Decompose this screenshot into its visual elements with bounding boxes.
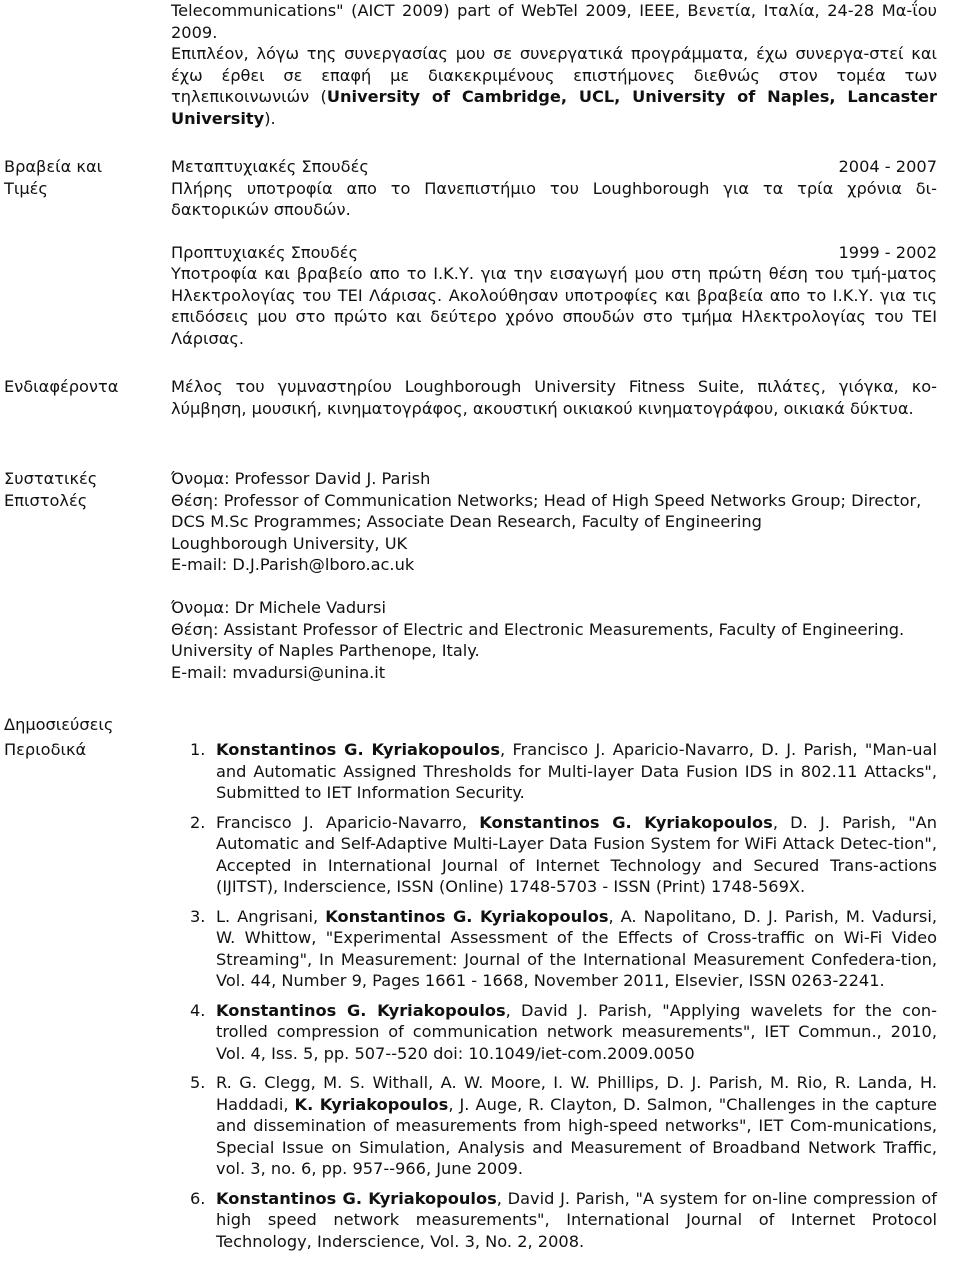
interests-label: Ενδιαφέροντα (4, 377, 119, 396)
publication-item (171, 812, 937, 898)
publications-label (4, 712, 154, 762)
pub-author-self: K. Kyriakopoulos (294, 1094, 449, 1114)
awards-label (4, 156, 154, 199)
pub-number: 6. (190, 1188, 206, 1208)
intro-text: Επιπλέον, λόγω της συνεργασίας μου σε συνεργατικά προγράμματα, έχω συνεργα-στεί και έχω έρθει σε επαφή με διακεκριμένους επιστήμονες διεθνώς στον τομέα των τηλεπικοινωνιών ( (171, 44, 937, 106)
publication-item (171, 1000, 937, 1065)
references-label-line2: Επιστολές (4, 490, 88, 510)
pub-rest: , A. Napolitano, D. J. Parish, M. Vadursi, W. Whittow, "Experimental Assessment of the Effects of Cross-traffic on Wi-Fi Video Streaming", In Measurement: Journal of the International Measurement Confedera-tion, Vol. 44, Number 9, Pages 1661 - 1668, November 2011, Elsevier, ISSN 0263-2241. (216, 906, 937, 990)
ref2-email: E-mail: mvadursi@unina.it (171, 662, 386, 682)
references-label-line1: Συστατικές (4, 469, 98, 488)
pub-rest: , J. Auge, R. Clayton, D. Salmon, "Challenges in the capture and dissemination of measurements from high-speed networks", IET Com-munications, Special Issue on Simulation, Analysis and Measurement of Broadband Network Traffic, vol. 3, no. 6, pp. 957--966, June 2009. (216, 1094, 937, 1178)
pub-number: 3. (190, 906, 206, 926)
publication-item (171, 906, 937, 992)
pub-rest: , David J. Parish, "A system for on-line compression of high speed network measurements", International Journal of Internet Protocol Technology, Inderscience, Vol. 3, No. 2, 2008. (216, 1188, 937, 1251)
intro-end: ). (264, 108, 276, 128)
intro-line: Telecommunications" (AICT 2009) part of WebTel 2009, IEEE, Βενετία, Ιταλία, 24-28 Μα-ΐου 2009. (171, 1, 937, 42)
undergrad-row (171, 242, 937, 264)
pub-rest: , Francisco J. Aparicio-Navarro, D. J. Parish, "Man-ual and Automatic Assigned Thresholds for Multi-layer Data Fusion IDS in 802.11 Attacks", Submitted to IET Information Security. (216, 740, 937, 802)
publication-item (171, 1188, 937, 1253)
interests-text: Μέλος του γυμναστηρίου Loughborough University Fitness Suite, πιλάτες, γιόγκα, κο-λύμβηση, μουσική, κινηματογράφος, ακουστική οικιακού κινηματογράφου, οικιακά δύκτυα. (171, 377, 937, 418)
reference-2 (171, 597, 937, 683)
pub-rest: , D. J. Parish, "An Automatic and Self-Adaptive Multi-Layer Data Fusion System for WiFi Attack Detec-tion", Accepted in International Journal of Internet Technology and Secured Trans-actions (IJITST), Inderscience, ISSN (Online) 1748-5703 - ISSN (Print) 1748-569X. (216, 812, 937, 896)
intro-paragraph (171, 43, 937, 129)
awards-label-line2: Τιμές (4, 178, 48, 198)
pub-number: 5. (190, 1073, 206, 1092)
ref2-position: Θέση: Assistant Professor of Electric and Electronic Measurements, Faculty of Engineering. (171, 619, 905, 639)
references-label (4, 468, 154, 511)
pub-author-self: Konstantinos G. Kyriakopoulos (325, 906, 609, 926)
publication-item (171, 1072, 937, 1180)
ref1-email: E-mail: D.J.Parish@lboro.ac.uk (171, 555, 415, 574)
ref1-name: Όνομα: Professor David J. Parish (171, 469, 431, 488)
ref1-org: Loughborough University, UK (171, 533, 408, 553)
postgrad-text: Πλήρης υποτροφία απο το Πανεπιστήμιο του Loughborough για τα τρία χρόνια δι-δακτορικών σπουδών. (171, 178, 937, 219)
pub-author-self: Konstantinos G. Kyriakopoulos (216, 1188, 497, 1208)
pub-authors-pre: R. G. Clegg, M. S. Withall, A. W. Moore, I. W. Phillips, D. J. Parish, M. Rio, R. Landa, H. Haddadi, (216, 1073, 937, 1114)
ref2-name: Όνομα: Dr Michele Vadursi (171, 598, 386, 617)
awards-label-line1: Βραβεία και (4, 157, 103, 176)
pub-author-self: Konstantinos G. Kyriakopoulos (216, 1000, 506, 1020)
ref1-position: Θέση: Professor of Communication Networks; Head of High Speed Networks Group; Director, DCS M.Sc Programmes; Associate Dean Research, Faculty of Engineering (171, 490, 922, 531)
undergrad-title: Προπτυχιακές Σπουδές (171, 242, 359, 262)
publication-item (171, 739, 937, 804)
publications-label-line2: Περιοδικά (4, 740, 87, 759)
pub-author-self: Konstantinos G. Kyriakopoulos (479, 812, 773, 832)
pub-number: 1. (190, 740, 206, 759)
pub-authors-pre: Francisco J. Aparicio-Navarro, (216, 812, 480, 832)
pub-number: 4. (190, 1000, 206, 1020)
undergrad-years: 1999 - 2002 (838, 242, 937, 262)
postgrad-years: 2004 - 2007 (838, 157, 937, 176)
postgrad-row (171, 156, 937, 178)
pub-number: 2. (190, 812, 206, 832)
postgrad-title: Μεταπτυχιακές Σπουδές (171, 157, 369, 176)
journal-list (171, 739, 937, 1252)
pub-author-self: Konstantinos G. Kyriakopoulos (216, 740, 500, 759)
awards-content (171, 156, 937, 349)
undergrad-text: Υποτροφία και βραβείο απο το Ι.Κ.Υ. για την εισαγωγή μου στη πρώτη θέση του τμή-ματος Ηλεκτρολογίας του ΤΕΙ Λάρισας. Ακολούθησαν υποτροφίες και βραβεία απο το Ι.Κ.Υ. για τις επιδόσεις μου στο πρώτο και δεύτερο χρόνο σπουδών στο τμήμα Ηλεκτρολογίας του ΤΕΙ Λάρισας. (171, 264, 937, 348)
publications-list (171, 739, 937, 1260)
publications-label-line1: Δημοσιεύσεις (4, 715, 114, 734)
pub-authors-pre: L. Angrisani, (216, 906, 326, 926)
ref2-org: University of Naples Parthenope, Italy. (171, 641, 480, 660)
intro-institutions: University of Cambridge, UCL, University of Naples, Lancaster University (171, 87, 937, 128)
pub-rest: , David J. Parish, "Applying wavelets for the con-trolled compression of communication network measurements", IET Commun., 2010, Vol. 4, Iss. 5, pp. 507--520 doi: 10.1049/iet-com.2009.0050 (216, 1000, 937, 1063)
reference-1 (171, 468, 937, 576)
intro-section (171, 0, 937, 129)
